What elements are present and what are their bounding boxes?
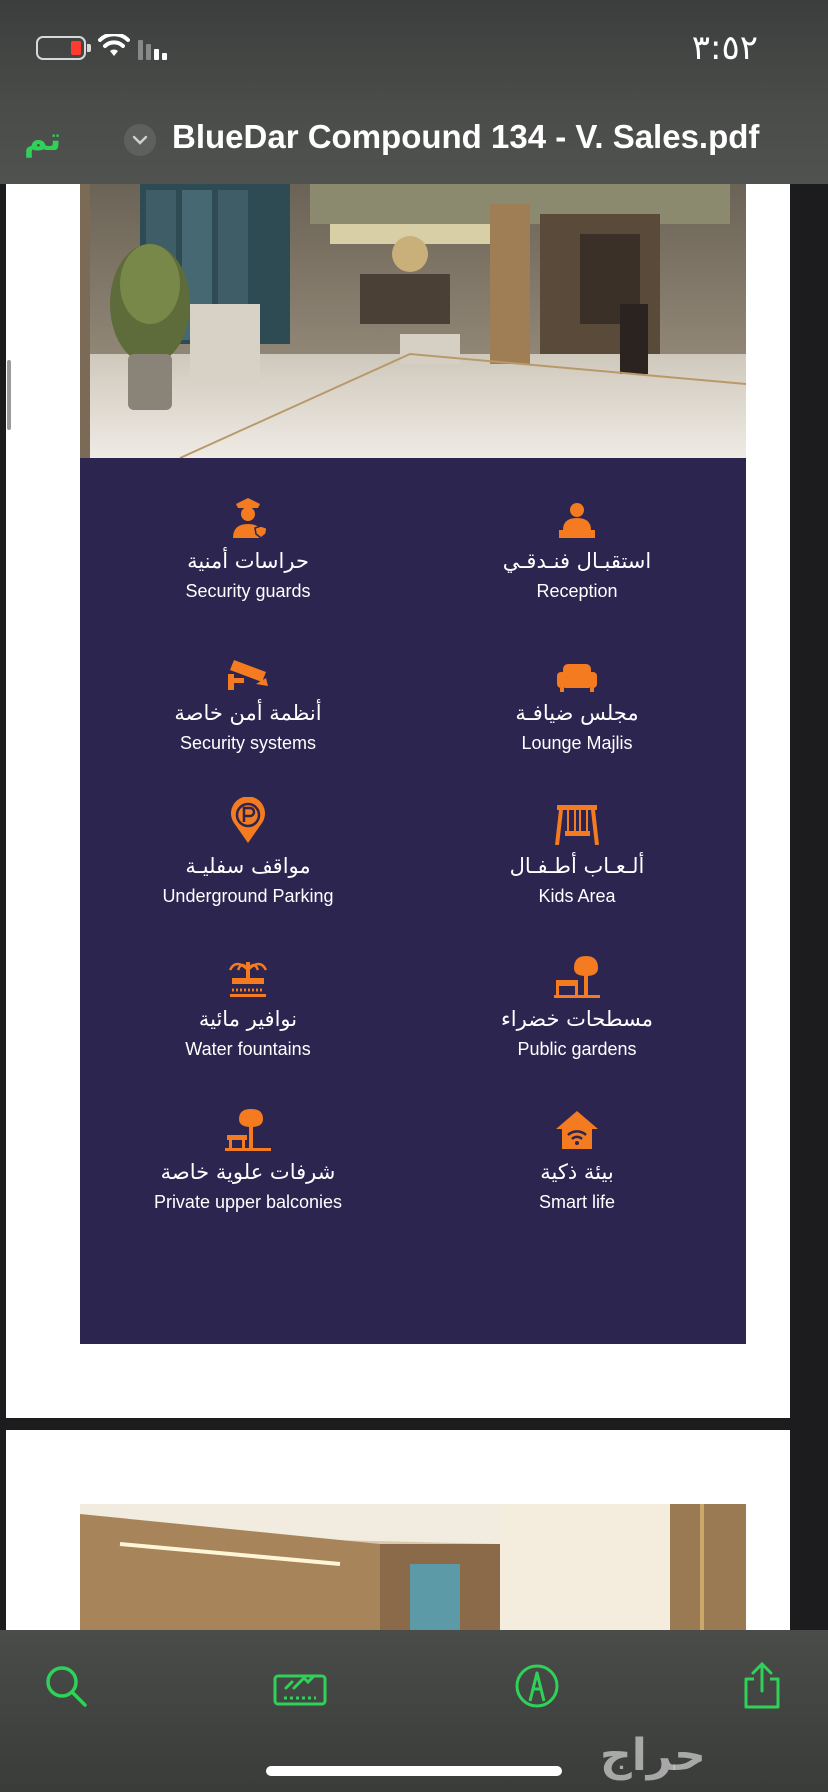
amenity-label-ar: شرفات علوية خاصة [160,1160,336,1184]
done-button[interactable]: تم [24,120,62,158]
amenity-water-fountains [103,946,393,1064]
wifi-icon [98,34,130,58]
amenity-label-en: Security systems [179,733,317,753]
park-bench-tree-icon [554,954,600,998]
amenity-kids-area [432,793,722,911]
document-title[interactable]: BlueDar Compound 134 - V. Sales.pdf [172,118,760,155]
amenity-security-guards [103,488,393,606]
scroll-indicator[interactable] [7,360,11,430]
pdf-page [6,184,790,1418]
amenity-label-en: Underground Parking [162,886,334,906]
lobby-photo [80,184,746,458]
amenity-label-ar: نوافير مائية [198,1007,298,1031]
scan-document-button[interactable] [272,1658,328,1714]
amenity-label-en: Lounge Majlis [521,733,633,753]
share-button[interactable] [734,1658,790,1714]
amenity-label-ar: أنظمة أمن خاصة [174,701,322,725]
pdf-page [6,1430,790,1630]
balcony-tree-icon [225,1107,271,1151]
search-icon [44,1664,88,1708]
status-time: ٣:٥٢ [691,28,758,68]
amenity-label-en: Water fountains [185,1039,311,1059]
amenity-lounge-majlis [432,640,722,758]
amenity-security-systems [103,640,393,758]
home-indicator[interactable] [266,1766,562,1776]
parking-pin-icon [229,797,267,845]
amenity-underground-parking [103,793,393,911]
scan-document-icon [272,1666,328,1706]
amenity-label-ar: استقبـال فنـدقـي [502,549,652,573]
markup-pen-icon [514,1663,560,1709]
markup-button[interactable] [509,1658,565,1714]
amenity-label-en: Private upper balconies [153,1192,343,1212]
amenity-label-ar: ألـعـاب أطـفـال [509,854,645,878]
amenities-panel [80,458,746,1344]
amenity-reception [432,488,722,606]
watermark-logo: حراج [600,1730,706,1781]
security-camera-icon [226,654,270,692]
search-button[interactable] [38,1658,94,1714]
amenity-private-upper-balconies [103,1099,393,1217]
amenity-label-en: Smart life [538,1192,616,1212]
battery-low-icon [36,36,86,60]
amenity-label-ar: حراسات أمنية [187,549,309,573]
corridor-photo [80,1504,746,1630]
amenity-label-en: Reception [536,581,618,601]
amenity-label-en: Kids Area [538,886,616,906]
smart-home-icon [554,1109,600,1151]
cellular-signal-icon [138,40,178,60]
amenity-label-ar: مجلس ضيافـة [515,701,639,725]
chevron-down-icon[interactable] [124,124,156,156]
amenity-label-en: Public gardens [517,1039,637,1059]
swing-icon [555,803,599,845]
amenity-label-ar: بيئة ذكية [540,1160,614,1184]
reception-icon [557,500,597,540]
status-bar [0,0,828,104]
amenity-public-gardens [432,946,722,1064]
fountain-icon [226,956,270,998]
sofa-icon [555,662,599,692]
amenity-label-ar: مسطحات خضراء [500,1007,654,1031]
amenity-label-ar: مواقف سفليـة [185,854,311,878]
amenity-label-en: Security guards [185,581,311,601]
share-icon [742,1661,782,1711]
security-guard-icon [228,496,268,540]
amenity-smart-life [432,1099,722,1217]
